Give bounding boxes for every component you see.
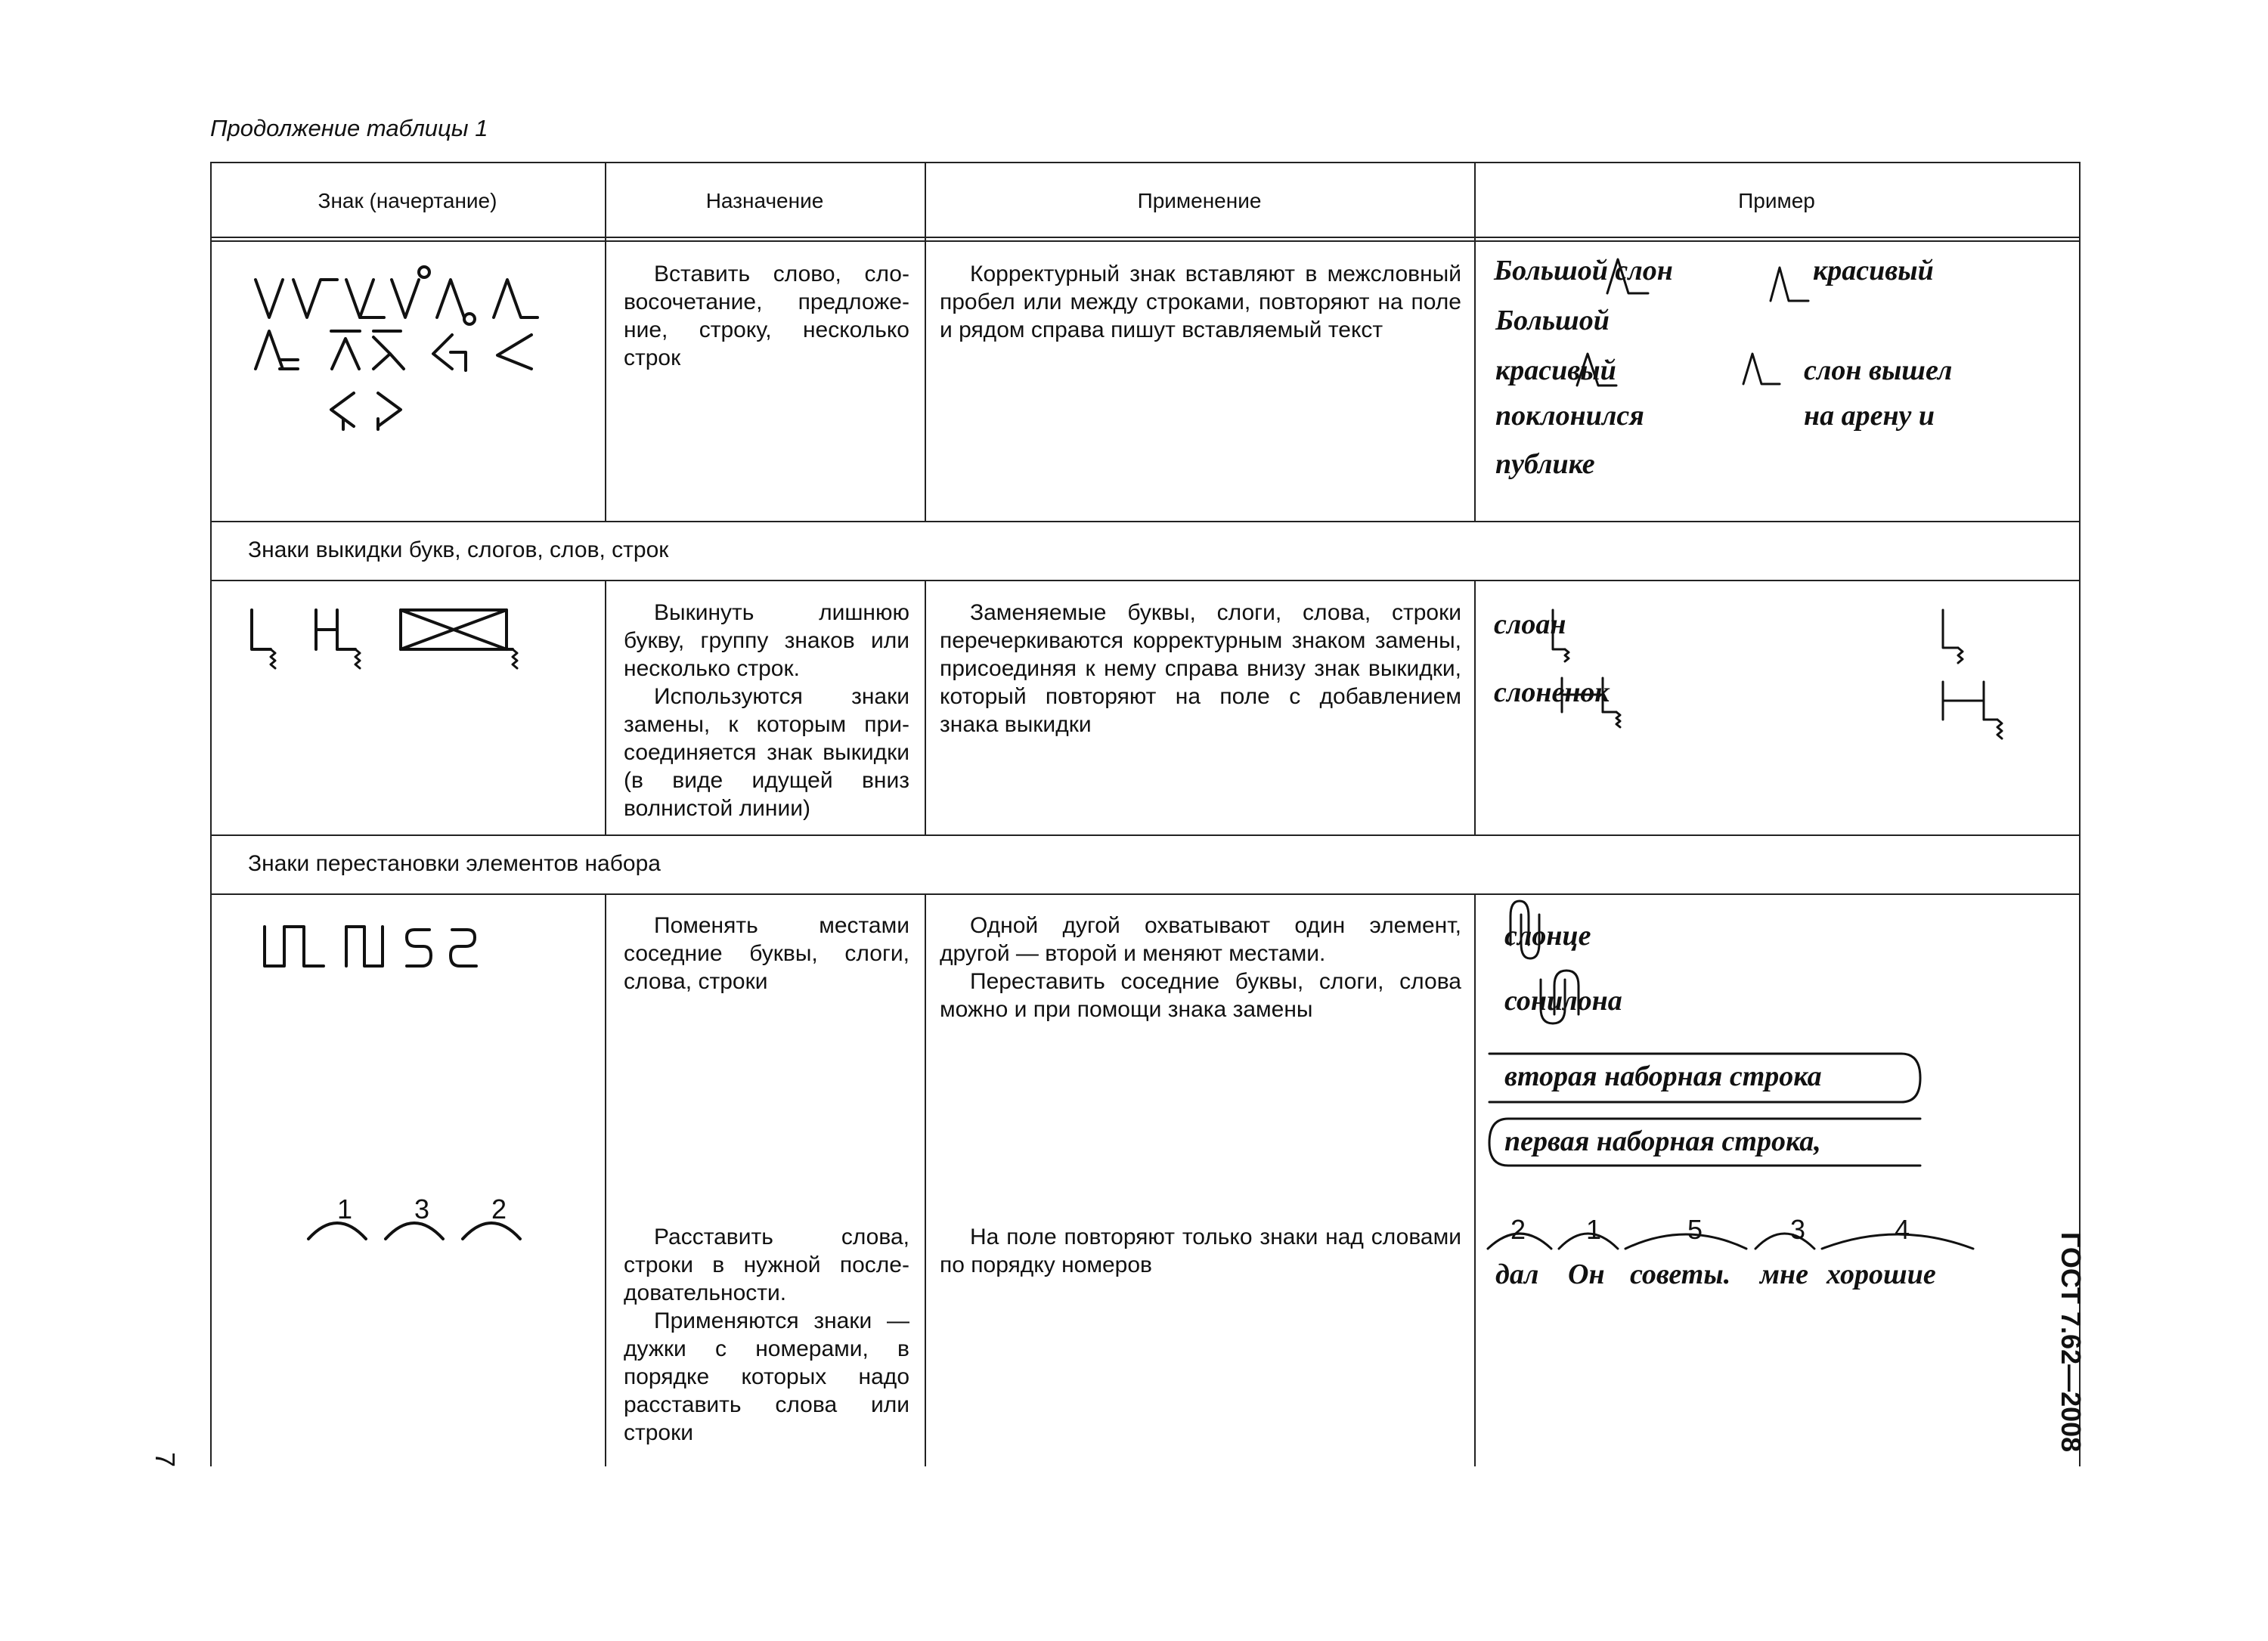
insert-example-marks bbox=[1474, 240, 2079, 521]
insert-line-mark-icon bbox=[256, 331, 531, 370]
row-divider bbox=[210, 521, 2081, 522]
col-divider bbox=[605, 580, 606, 834]
order-word: дал bbox=[1495, 1259, 1539, 1290]
insert-caret-icon bbox=[1743, 354, 1780, 384]
order-number: 3 bbox=[1790, 1214, 1806, 1245]
swap-example-line: вторая наборная строка bbox=[1504, 1060, 1822, 1092]
swap-example-word: слонце bbox=[1504, 920, 1591, 952]
insert-caret-icon bbox=[1577, 354, 1616, 385]
order-arcs-icon bbox=[308, 1194, 520, 1239]
delete-group-icon bbox=[316, 610, 360, 668]
order-purpose: Расставить слова, строки в нужной последовательности. Применяются знаки — дужки с номерами, в порядке которых надо расставить слова или строки bbox=[624, 1225, 909, 1445]
header-divider bbox=[210, 237, 2081, 238]
sign-number: 3 bbox=[414, 1194, 430, 1225]
header-example: Пример bbox=[1738, 189, 1815, 212]
delete-purpose: Выкинуть лишнюю букву, группу знаков или несколько строк. Используются знаки замены, к которым присоединяется знак выкидки (в виде идущей вниз волнистой линии) bbox=[624, 600, 909, 821]
col-divider bbox=[605, 162, 606, 521]
insert-example-line: Большой слон bbox=[1494, 255, 1673, 286]
header-purpose: Назначение bbox=[705, 189, 824, 212]
swap-sign-icons bbox=[210, 893, 605, 1466]
insert-example-margin: на арену и bbox=[1804, 400, 1935, 432]
order-application: На поле повторяют только знаки над словами по порядку номеров bbox=[940, 1225, 1461, 1277]
delete-letter-icon bbox=[252, 610, 275, 668]
table-border-top bbox=[210, 162, 2081, 163]
insert-example-line: публике bbox=[1495, 448, 1595, 480]
col-divider bbox=[925, 893, 926, 1466]
order-number: 4 bbox=[1895, 1214, 1910, 1245]
section-delete-title: Знаки выкидки букв, слогов, слов, строк bbox=[248, 537, 669, 562]
delete-example-word: слоан bbox=[1494, 608, 1566, 640]
proofreading-table bbox=[210, 162, 2081, 1466]
insert-caret-icon bbox=[1607, 259, 1648, 293]
swap-letters-icon bbox=[265, 927, 476, 966]
col-divider bbox=[925, 580, 926, 834]
order-number: 5 bbox=[1687, 1214, 1703, 1245]
order-number: 1 bbox=[1586, 1214, 1602, 1245]
insert-example-line: поклонился bbox=[1495, 400, 1644, 432]
document-standard-title: ГОСТ 7.62—2008 bbox=[2056, 1232, 2087, 1453]
order-number: 2 bbox=[1510, 1214, 1526, 1245]
col-divider bbox=[605, 893, 606, 1466]
swap-purpose: Поменять местами соседние буквы, слоги, слова, строки bbox=[624, 913, 909, 994]
delete-example-marks bbox=[1474, 580, 2079, 834]
order-word: хорошие bbox=[1826, 1259, 1936, 1290]
order-word: советы. bbox=[1630, 1259, 1731, 1290]
delete-application: Заменяемые буквы, слоги, слова, строки перечеркиваются корректурным знаком замены, присоединяя к нему справа внизу знак выкидки, который повторяют на поле с добавлением знака выкидки bbox=[940, 600, 1461, 737]
order-example-arcs bbox=[1474, 893, 2079, 1466]
insert-example-line: красивый bbox=[1495, 355, 1616, 386]
sign-number: 1 bbox=[337, 1194, 353, 1225]
insert-example-margin: слон вышел bbox=[1804, 355, 1953, 386]
col-divider bbox=[925, 162, 926, 521]
insert-caret-icon bbox=[1771, 268, 1808, 301]
insert-application: Корректурный знак вставляют в межсловный пробел или между строками, повторяют на поле и рядом справа пишут вставляемый текст bbox=[940, 262, 1461, 342]
page-number: 7 bbox=[150, 1451, 181, 1468]
order-word: мне bbox=[1760, 1259, 1808, 1290]
swap-example-line: первая наборная строка, bbox=[1504, 1125, 1821, 1157]
delete-sign-icons bbox=[210, 580, 605, 834]
delete-margin-icon bbox=[1943, 610, 1958, 648]
header-sign: Знак (начертание) bbox=[318, 189, 497, 212]
delete-example-word: слоненок bbox=[1494, 677, 1610, 708]
order-word: Он bbox=[1568, 1259, 1605, 1290]
swap-application: Одной дугой охватывают один элемент, другой — второй и меняют местами. Переставить соседние буквы, слоги, слова можно и при помощи знака замены bbox=[940, 913, 1461, 1022]
sign-number: 2 bbox=[491, 1194, 507, 1225]
insert-sign-icons bbox=[210, 240, 605, 521]
insert-mark-icon bbox=[256, 267, 538, 324]
row-divider bbox=[210, 834, 2081, 836]
header-application: Применение bbox=[1137, 189, 1262, 212]
insert-example-margin: красивый bbox=[1813, 255, 1934, 286]
delete-lines-icon bbox=[401, 610, 517, 668]
section-swap-title: Знаки перестановки элементов набора bbox=[248, 851, 661, 876]
insert-example-line: Большой bbox=[1495, 305, 1610, 336]
insert-purpose: Вставить слово, словосочетание, предложение, строку, несколько строк bbox=[624, 262, 909, 370]
table-caption: Продолжение таблицы 1 bbox=[210, 115, 488, 141]
insert-angle-mark-icon bbox=[331, 393, 401, 429]
swap-example-word: сонилона bbox=[1504, 985, 1622, 1017]
